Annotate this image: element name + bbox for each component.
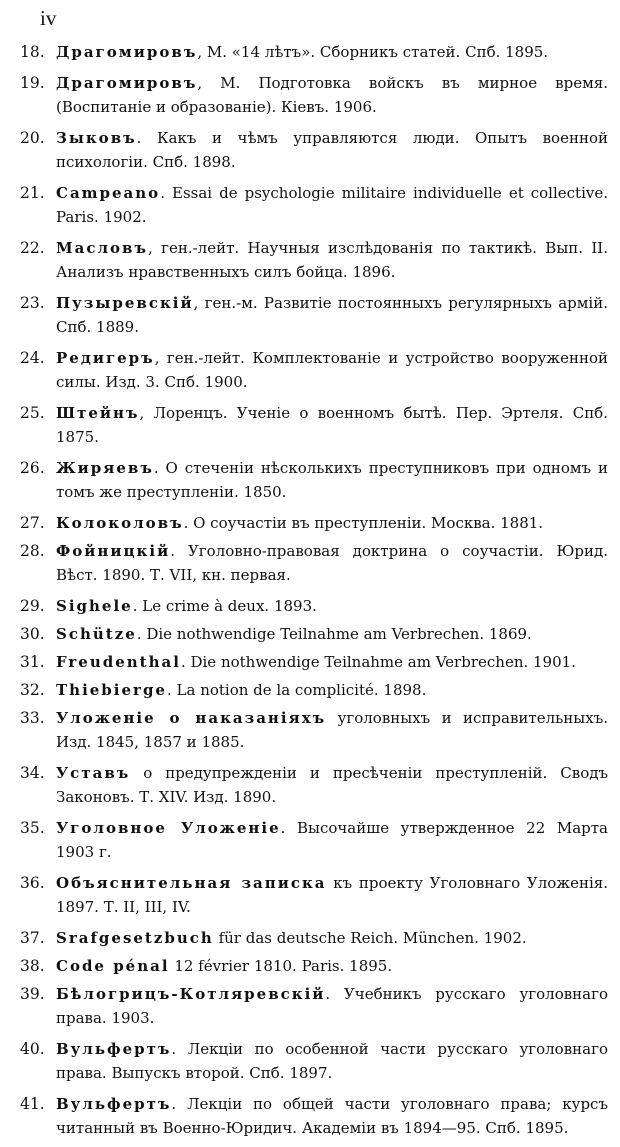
page-number: iv: [40, 6, 57, 30]
entry-text: [56, 126, 608, 174]
entry-text: [56, 181, 608, 229]
entry-author: Редигеръ: [56, 349, 155, 367]
entry-title: . Le crime à deux. 1893.: [132, 597, 317, 615]
bibliography-entry: [20, 71, 608, 119]
bibliography-entry: [20, 291, 608, 339]
entry-number: 25.: [20, 404, 45, 422]
entry-number: 32.: [20, 681, 45, 699]
entry-number: 37.: [20, 929, 45, 947]
entry-text: [56, 539, 608, 587]
entry-author: Драгомировъ: [56, 74, 198, 92]
entry-text: [56, 678, 608, 702]
bibliography-entry: [20, 761, 608, 809]
entry-number: 40.: [20, 1040, 45, 1058]
bibliography-list: [20, 40, 608, 1147]
entry-title: . Die nothwendige Teilnahme am Verbrechen. 1869.: [136, 625, 532, 643]
bibliography-entry: [20, 539, 608, 587]
entry-text: [56, 346, 608, 394]
entry-number: 19.: [20, 74, 45, 92]
entry-text: [56, 982, 608, 1030]
entry-author: Пузыревскій: [56, 294, 194, 312]
entry-author: Штейнъ: [56, 404, 140, 422]
entry-author: Колоколовъ: [56, 514, 184, 532]
entry-text: [56, 816, 608, 864]
entry-author: Вульфертъ: [56, 1095, 172, 1113]
entry-title: . Высочайше утвержденное 22 Марта 1903 г.: [56, 819, 608, 861]
bibliography-entry: [20, 871, 608, 919]
bibliography-entry: [20, 1037, 608, 1085]
entry-author: Драгомировъ: [56, 43, 198, 61]
entry-text: [56, 291, 608, 339]
bibliography-entry: [20, 926, 608, 950]
entry-author: Campeano: [56, 184, 161, 202]
entry-number: 24.: [20, 349, 45, 367]
entry-number: 30.: [20, 625, 45, 643]
bibliography-entry: [20, 650, 608, 674]
entry-text: [56, 761, 608, 809]
entry-text: [56, 511, 608, 535]
entry-title: , ген.-м. Развитіе постоянныхъ регулярныхъ армій. Спб. 1889.: [56, 294, 608, 336]
entry-number: 20.: [20, 129, 45, 147]
entry-number: 29.: [20, 597, 45, 615]
entry-number: 33.: [20, 709, 45, 727]
entry-author: Code pénal: [56, 957, 170, 975]
entry-author: Thiebierge: [56, 681, 167, 699]
entry-title: . Die nothwendige Teilnahme am Verbrechen. 1901.: [180, 653, 576, 671]
entry-author: Масловъ: [56, 239, 148, 257]
entry-number: 22.: [20, 239, 45, 257]
bibliography-entry: [20, 511, 608, 535]
bibliography-entry: [20, 706, 608, 754]
bibliography-entry: [20, 346, 608, 394]
entry-author: Schütze: [56, 625, 137, 643]
entry-author: Freudenthal: [56, 653, 181, 671]
bibliography-entry: [20, 594, 608, 618]
bibliography-entry: [20, 1092, 608, 1140]
entry-author: Уложеніе о наказаніяхъ: [56, 709, 327, 727]
entry-title: . О соучастіи въ преступленіи. Москва. 1881.: [183, 514, 544, 532]
bibliography-entry: [20, 982, 608, 1030]
entry-text: [56, 954, 608, 978]
entry-text: [56, 650, 608, 674]
entry-number: 41.: [20, 1095, 45, 1113]
bibliography-entry: [20, 456, 608, 504]
bibliography-entry: [20, 126, 608, 174]
entry-title: . La notion de la complicité. 1898.: [166, 681, 427, 699]
entry-title: о предупрежденіи и пресѣченіи преступленій. Сводъ Законовъ. Т. XIV. Изд. 1890.: [56, 764, 608, 806]
entry-number: 21.: [20, 184, 45, 202]
bibliography-entry: [20, 40, 608, 64]
entry-text: [56, 1092, 608, 1140]
entry-number: 38.: [20, 957, 45, 975]
entry-title: , Лоренцъ. Ученіе о военномъ бытѣ. Пер. Эртеля. Спб. 1875.: [56, 404, 608, 446]
entry-title: 12 février 1810. Paris. 1895.: [169, 957, 393, 975]
entry-author: Жиряевъ: [56, 459, 154, 477]
entry-text: [56, 706, 608, 754]
entry-title: , ген.-лейт. Научныя изслѣдованія по тактикѣ. Вып. II. Анализъ нравственныхъ силъ бойца. 1896.: [56, 239, 608, 281]
entry-title: . О стеченіи нѣсколькихъ преступниковъ при одномъ и томъ же преступленіи. 1850.: [56, 459, 608, 501]
entry-author: Sighele: [56, 597, 133, 615]
entry-number: 39.: [20, 985, 45, 1003]
entry-title: , ген.-лейт. Комплектованіе и устройство вооруженной силы. Изд. 3. Спб. 1900.: [56, 349, 608, 391]
entry-number: 23.: [20, 294, 45, 312]
entry-title: . Учебникъ русскаго уголовнаго права. 1903.: [56, 985, 608, 1027]
entry-number: 36.: [20, 874, 45, 892]
entry-title: уголовныхъ и исправительныхъ. Изд. 1845, 1857 и 1885.: [56, 709, 608, 751]
entry-number: 26.: [20, 459, 45, 477]
entry-title: , М. Подготовка войскъ въ мирное время. (Воспитаніе и образованіе). Кіевъ. 1906.: [56, 74, 608, 116]
entry-number: 27.: [20, 514, 45, 532]
entry-number: 35.: [20, 819, 45, 837]
entry-author: Объяснительная записка: [56, 874, 327, 892]
entry-number: 34.: [20, 764, 45, 782]
entry-author: Бѣлогрицъ-Котляревскій: [56, 985, 326, 1003]
entry-text: [56, 871, 608, 919]
entry-author: Srafgesetzbuch: [56, 929, 214, 947]
entry-title: . Лекціи по общей части уголовнаго права; курсъ читанный въ Военно-Юридич. Академіи въ 1894—95. Спб. 1895.: [56, 1095, 608, 1137]
entry-text: [56, 1037, 608, 1085]
bibliography-entry: [20, 401, 608, 449]
entry-author: Вульфертъ: [56, 1040, 172, 1058]
entry-text: [56, 456, 608, 504]
entry-title: къ проекту Уголовнаго Уложенія. 1897. Т. II, III, IV.: [56, 874, 608, 916]
entry-author: Зыковъ: [56, 129, 137, 147]
bibliography-entry: [20, 622, 608, 646]
entry-title: . Лекціи по особенной части русскаго уголовнаго права. Выпускъ второй. Спб. 1897.: [56, 1040, 608, 1082]
entry-text: [56, 622, 608, 646]
bibliography-entry: [20, 236, 608, 284]
entry-text: [56, 926, 608, 950]
entry-title: . Essai de psychologie militaire individuelle et collective. Paris. 1902.: [56, 184, 608, 226]
entry-title: . Уголовно-правовая доктрина о соучастіи. Юрид. Вѣст. 1890. Т. VII, кн. первая.: [56, 542, 608, 584]
entry-author: Уставъ: [56, 764, 131, 782]
bibliography-entry: [20, 678, 608, 702]
entry-text: [56, 236, 608, 284]
entry-author: Уголовное Уложеніе: [56, 819, 281, 837]
entry-text: [56, 71, 608, 119]
entry-text: [56, 401, 608, 449]
bibliography-entry: [20, 816, 608, 864]
entry-title: für das deutsche Reich. München. 1902.: [213, 929, 527, 947]
entry-author: Фойницкій: [56, 542, 171, 560]
entry-text: [56, 40, 608, 64]
bibliography-entry: [20, 181, 608, 229]
entry-title: , М. «14 лѣтъ». Сборникъ статей. Спб. 1895.: [197, 43, 549, 61]
entry-title: . Какъ и чѣмъ управляются люди. Опытъ военной психологіи. Спб. 1898.: [56, 129, 608, 171]
entry-number: 18.: [20, 43, 45, 61]
bibliography-entry: [20, 954, 608, 978]
entry-number: 28.: [20, 542, 45, 560]
entry-number: 31.: [20, 653, 45, 671]
entry-text: [56, 594, 608, 618]
